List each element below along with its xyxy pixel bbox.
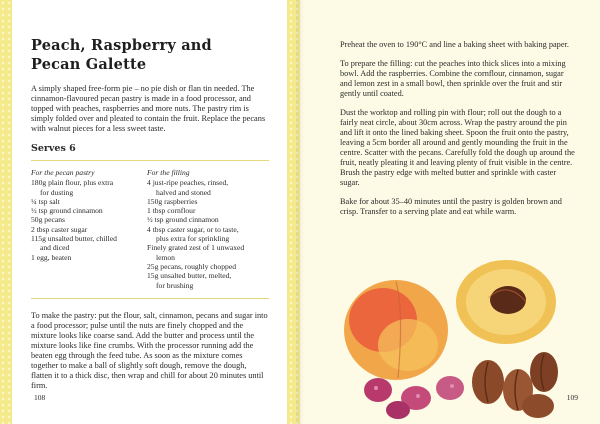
peach-raspberry-pecan-illustration	[338, 250, 578, 420]
pastry-list	[31, 178, 147, 262]
method-steps	[340, 40, 576, 217]
ingredient-line: 150g raspberries	[147, 196, 198, 206]
ingredient-line: 115g unsalted butter, chilled	[31, 234, 117, 244]
ingredient-line: and diced	[40, 243, 70, 253]
ingredient-line: 50g pecans	[31, 215, 65, 225]
left-page	[12, 0, 287, 424]
title-line-1: Peach, Raspberry and	[31, 37, 212, 54]
ingredient-line: 4 tbsp caster sugar, or to taste,	[147, 224, 239, 234]
ingredient-line: Finely grated zest of 1 unwaxed	[147, 243, 245, 253]
serves-label: Serves 6	[31, 143, 76, 154]
page-number-right: 109	[566, 393, 578, 402]
pastry-ingredients	[31, 168, 147, 290]
ingredient-line: halved and stoned	[156, 187, 211, 197]
filling-heading: For the filling	[147, 168, 190, 177]
method-step: To prepare the filling: cut the peaches into thick slices into a mixing bowl. Add the raspberries. Combine the cornflour, cinnamon, sugar and lemon zest in a small bowl, then sprinkle over the fruit and stir gently until coated.	[340, 59, 566, 98]
book-spine-shadow	[296, 0, 304, 424]
ingredient-line: 25g pecans, roughly chopped	[147, 261, 236, 271]
ingredient-line: lemon	[156, 252, 175, 262]
recipe-title	[31, 36, 269, 74]
ingredient-line: ½ tsp ground cinnamon	[147, 215, 219, 225]
filling-ingredients	[147, 168, 269, 290]
ingredient-line: ½ tsp ground cinnamon	[31, 206, 103, 216]
ingredient-line: 180g plain flour, plus extra	[31, 178, 114, 188]
ingredient-line: 15g unsalted butter, melted,	[147, 271, 232, 281]
halved-peach-icon	[456, 260, 556, 344]
raspberries-icon	[364, 376, 464, 419]
pastry-heading: For the pecan pastry	[31, 168, 95, 177]
method-step: Bake for about 35–40 minutes until the pastry is golden brown and crisp. Transfer to a serving plate and eat while warm.	[340, 197, 562, 216]
method-step: Preheat the oven to 190°C and line a baking sheet with baking paper.	[340, 40, 569, 49]
ingredient-line: 2 tbsp caster sugar	[31, 224, 88, 234]
method-pastry: To make the pastry: put the flour, salt, cinnamon, pecans and sugar into a food processor; pulse until the nuts are finely chopped and the mixture looks like coarse sand. Add the butter and process until the mixture looks like fine crumbs. With the processor running add the beaten egg through the feed tube. As soon as the mixture comes together to make a ball of slightly soft dough, remove the dough, flatten it to a thick disc, then wrap and chill for about 20 minutes until firm.	[31, 310, 268, 390]
title-line-2: Pecan Galette	[31, 56, 147, 73]
page-number-left: 108	[34, 393, 46, 402]
pecans-icon	[472, 352, 558, 418]
ingredient-line: for dusting	[40, 187, 74, 197]
recipe-intro: A simply shaped free-form pie – no pie dish or flan tin needed. The cinnamon-flavoured pecan pastry is made in a food processor, and topped with peaches, raspberries and more nuts. The pastry rim is simply folded over and pleated to contain the fruit. Replace the pecans with walnut pieces for a less sweet taste.	[31, 84, 266, 133]
divider-bottom	[31, 298, 269, 299]
filling-list	[147, 178, 269, 290]
ingredient-line: 1 tbsp cornflour	[147, 206, 196, 216]
ingredient-line: 1 egg, beaten	[31, 252, 72, 262]
method-step: Dust the worktop and rolling pin with flour; roll out the dough to a fairly neat circle, about 30cm across. Wrap the pastry around the pin and lift it onto the lined baking sheet. Spoon the fruit onto the pastry, leaving a 5cm border all around and gently mounding the fruit in the centre. Scatter with the pecans. Carefully fold the dough up around the fruit, neatly pleating it and leaving plenty of fruit visible in the centre. Brush the pastry edge with melted butter and sprinkle with caster sugar.	[340, 108, 575, 187]
peach-icon	[344, 280, 448, 380]
ingredient-line: 4 just-ripe peaches, rinsed,	[147, 178, 229, 188]
ingredient-line: ¼ tsp salt	[31, 196, 60, 206]
ingredient-line: for brushing	[156, 280, 194, 290]
ingredients	[31, 161, 269, 298]
ingredient-line: plus extra for sprinkling	[156, 234, 230, 244]
